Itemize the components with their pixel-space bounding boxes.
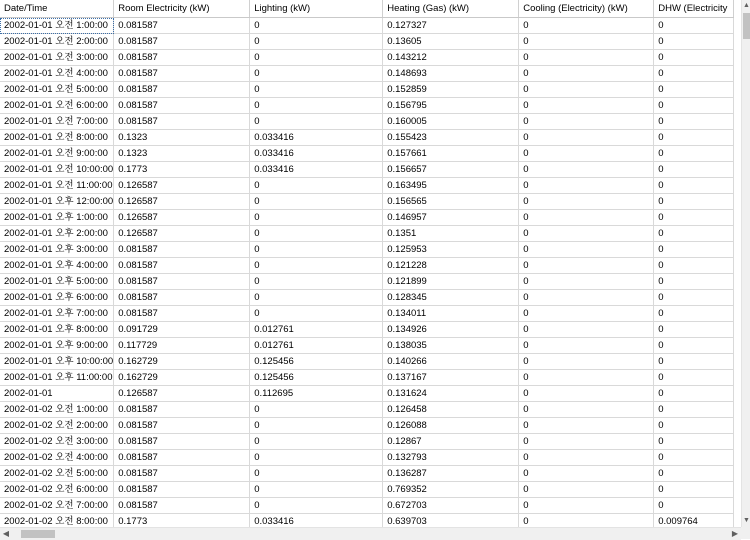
scrollbar-corner: [741, 527, 750, 539]
dhw-electricity-cell[interactable]: 0: [654, 18, 734, 34]
column-header-cooling-electricity[interactable]: Cooling (Electricity) (kW): [519, 0, 654, 18]
lighting-cell[interactable]: 0: [250, 242, 383, 258]
cooling-electricity-cell[interactable]: 0: [519, 434, 654, 450]
cooling-electricity-cell[interactable]: 0: [519, 66, 654, 82]
table-row[interactable]: [0, 178, 734, 194]
room-electricity-cell[interactable]: 0.081587: [114, 306, 250, 322]
scroll-right-arrow-icon[interactable]: ▶: [731, 529, 739, 538]
dhw-electricity-cell[interactable]: 0: [654, 498, 734, 514]
lighting-cell[interactable]: 0.012761: [250, 322, 383, 338]
room-electricity-cell[interactable]: 0.081587: [114, 82, 250, 98]
cooling-electricity-cell[interactable]: 0: [519, 338, 654, 354]
cooling-electricity-cell[interactable]: 0: [519, 242, 654, 258]
table-row[interactable]: [0, 18, 734, 34]
table-row[interactable]: [0, 242, 734, 258]
room-electricity-cell[interactable]: 0.081587: [114, 466, 250, 482]
table-row[interactable]: [0, 466, 734, 482]
column-header-lighting[interactable]: Lighting (kW): [250, 0, 383, 18]
cooling-electricity-cell[interactable]: 0: [519, 466, 654, 482]
cooling-electricity-cell[interactable]: 0: [519, 130, 654, 146]
datetime-cell[interactable]: 2002-01-01 오후 11:00:00: [0, 370, 114, 386]
dhw-electricity-cell[interactable]: 0: [654, 354, 734, 370]
cooling-electricity-cell[interactable]: 0: [519, 402, 654, 418]
room-electricity-cell[interactable]: 0.081587: [114, 66, 250, 82]
table-row[interactable]: [0, 370, 734, 386]
cooling-electricity-cell[interactable]: 0: [519, 482, 654, 498]
header-row: [0, 0, 734, 18]
lighting-cell[interactable]: 0: [250, 34, 383, 50]
dhw-electricity-cell[interactable]: 0: [654, 146, 734, 162]
lighting-cell[interactable]: 0: [250, 434, 383, 450]
column-header-room-electricity[interactable]: Room Electricity (kW): [114, 0, 250, 18]
dhw-electricity-cell[interactable]: 0: [654, 242, 734, 258]
dhw-electricity-cell[interactable]: 0: [654, 418, 734, 434]
heating-gas-cell[interactable]: 0.672703: [383, 498, 519, 514]
dhw-electricity-cell[interactable]: 0: [654, 402, 734, 418]
datetime-cell[interactable]: 2002-01-02 오전 7:00:00: [0, 498, 114, 514]
room-electricity-cell[interactable]: 0.081587: [114, 18, 250, 34]
cooling-electricity-cell[interactable]: 0: [519, 370, 654, 386]
datetime-cell[interactable]: 2002-01-01: [0, 386, 114, 402]
table-row[interactable]: [0, 66, 734, 82]
table-row[interactable]: [0, 450, 734, 466]
cooling-electricity-cell[interactable]: 0: [519, 146, 654, 162]
datetime-cell[interactable]: 2002-01-01 오전 3:00:00: [0, 50, 114, 66]
datetime-cell[interactable]: 2002-01-02 오전 2:00:00: [0, 418, 114, 434]
table-row[interactable]: [0, 498, 734, 514]
datetime-cell[interactable]: 2002-01-01 오전 1:00:00: [0, 18, 114, 34]
heating-gas-cell[interactable]: 0.157661: [383, 146, 519, 162]
room-electricity-cell[interactable]: 0.091729: [114, 322, 250, 338]
scroll-left-arrow-icon[interactable]: ◀: [2, 529, 10, 538]
heating-gas-cell[interactable]: 0.146957: [383, 210, 519, 226]
lighting-cell[interactable]: 0: [250, 226, 383, 242]
dhw-electricity-cell[interactable]: 0: [654, 258, 734, 274]
heating-gas-cell[interactable]: 0.132793: [383, 450, 519, 466]
table-row[interactable]: [0, 434, 734, 450]
datetime-cell[interactable]: 2002-01-01 오후 3:00:00: [0, 242, 114, 258]
horizontal-scrollbar[interactable]: [0, 527, 741, 540]
table-row[interactable]: [0, 386, 734, 402]
cooling-electricity-cell[interactable]: 0: [519, 274, 654, 290]
lighting-cell[interactable]: 0: [250, 210, 383, 226]
heating-gas-cell[interactable]: 0.143212: [383, 50, 519, 66]
room-electricity-cell[interactable]: 0.1773: [114, 514, 250, 528]
cooling-electricity-cell[interactable]: 0: [519, 386, 654, 402]
table-row[interactable]: [0, 482, 734, 498]
table-row[interactable]: [0, 34, 734, 50]
dhw-electricity-cell[interactable]: 0: [654, 290, 734, 306]
cooling-electricity-cell[interactable]: 0: [519, 226, 654, 242]
room-electricity-cell[interactable]: 0.126587: [114, 178, 250, 194]
heating-gas-cell[interactable]: 0.1351: [383, 226, 519, 242]
dhw-electricity-cell[interactable]: 0: [654, 162, 734, 178]
dhw-electricity-cell[interactable]: 0.009764: [654, 514, 734, 528]
dhw-electricity-cell[interactable]: 0: [654, 194, 734, 210]
datetime-cell[interactable]: 2002-01-01 오전 11:00:00: [0, 178, 114, 194]
lighting-cell[interactable]: 0: [250, 114, 383, 130]
vertical-scroll-thumb[interactable]: [743, 13, 750, 39]
datetime-cell[interactable]: 2002-01-01 오전 9:00:00: [0, 146, 114, 162]
table-row[interactable]: [0, 258, 734, 274]
datetime-cell[interactable]: 2002-01-02 오전 5:00:00: [0, 466, 114, 482]
heating-gas-cell[interactable]: 0.160005: [383, 114, 519, 130]
table-row[interactable]: [0, 354, 734, 370]
datetime-cell[interactable]: 2002-01-02 오전 3:00:00: [0, 434, 114, 450]
cooling-electricity-cell[interactable]: 0: [519, 50, 654, 66]
lighting-cell[interactable]: 0: [250, 18, 383, 34]
table-row[interactable]: [0, 322, 734, 338]
cooling-electricity-cell[interactable]: 0: [519, 114, 654, 130]
table-row[interactable]: [0, 306, 734, 322]
column-header-datetime[interactable]: Date/Time: [0, 0, 114, 18]
horizontal-scroll-thumb[interactable]: [21, 530, 55, 538]
cooling-electricity-cell[interactable]: 0: [519, 82, 654, 98]
heating-gas-cell[interactable]: 0.156657: [383, 162, 519, 178]
heating-gas-cell[interactable]: 0.148693: [383, 66, 519, 82]
lighting-cell[interactable]: 0: [250, 50, 383, 66]
lighting-cell[interactable]: 0: [250, 98, 383, 114]
cooling-electricity-cell[interactable]: 0: [519, 450, 654, 466]
lighting-cell[interactable]: 0: [250, 290, 383, 306]
dhw-electricity-cell[interactable]: 0: [654, 50, 734, 66]
heating-gas-cell[interactable]: 0.163495: [383, 178, 519, 194]
datetime-cell[interactable]: 2002-01-01 오후 1:00:00: [0, 210, 114, 226]
heating-gas-cell[interactable]: 0.769352: [383, 482, 519, 498]
table-row[interactable]: [0, 290, 734, 306]
cooling-electricity-cell[interactable]: 0: [519, 418, 654, 434]
room-electricity-cell[interactable]: 0.162729: [114, 370, 250, 386]
room-electricity-cell[interactable]: 0.1773: [114, 162, 250, 178]
heating-gas-cell[interactable]: 0.128345: [383, 290, 519, 306]
table-row[interactable]: [0, 274, 734, 290]
room-electricity-cell[interactable]: 0.126587: [114, 210, 250, 226]
cooling-electricity-cell[interactable]: 0: [519, 194, 654, 210]
table-row[interactable]: [0, 50, 734, 66]
lighting-cell[interactable]: 0.033416: [250, 514, 383, 528]
lighting-cell[interactable]: 0: [250, 482, 383, 498]
table-row[interactable]: [0, 338, 734, 354]
heating-gas-cell[interactable]: 0.126088: [383, 418, 519, 434]
dhw-electricity-cell[interactable]: 0: [654, 450, 734, 466]
heating-gas-cell[interactable]: 0.152859: [383, 82, 519, 98]
cooling-electricity-cell[interactable]: 0: [519, 306, 654, 322]
heating-gas-cell[interactable]: 0.125953: [383, 242, 519, 258]
heating-gas-cell[interactable]: 0.134011: [383, 306, 519, 322]
datetime-cell[interactable]: 2002-01-02 오전 1:00:00: [0, 402, 114, 418]
datetime-cell[interactable]: 2002-01-02 오전 6:00:00: [0, 482, 114, 498]
room-electricity-cell[interactable]: 0.081587: [114, 34, 250, 50]
room-electricity-cell[interactable]: 0.1323: [114, 146, 250, 162]
dhw-electricity-cell[interactable]: 0: [654, 130, 734, 146]
heating-gas-cell[interactable]: 0.155423: [383, 130, 519, 146]
dhw-electricity-cell[interactable]: 0: [654, 338, 734, 354]
datetime-cell[interactable]: 2002-01-01 오후 2:00:00: [0, 226, 114, 242]
room-electricity-cell[interactable]: 0.081587: [114, 274, 250, 290]
lighting-cell[interactable]: 0: [250, 66, 383, 82]
room-electricity-cell[interactable]: 0.081587: [114, 434, 250, 450]
room-electricity-cell[interactable]: 0.081587: [114, 98, 250, 114]
lighting-cell[interactable]: 0.012761: [250, 338, 383, 354]
datetime-cell[interactable]: 2002-01-01 오전 5:00:00: [0, 82, 114, 98]
lighting-cell[interactable]: 0.033416: [250, 162, 383, 178]
heating-gas-cell[interactable]: 0.131624: [383, 386, 519, 402]
room-electricity-cell[interactable]: 0.081587: [114, 402, 250, 418]
dhw-electricity-cell[interactable]: 0: [654, 114, 734, 130]
room-electricity-cell[interactable]: 0.126587: [114, 194, 250, 210]
datetime-cell[interactable]: 2002-01-01 오전 6:00:00: [0, 98, 114, 114]
lighting-cell[interactable]: 0: [250, 274, 383, 290]
cooling-electricity-cell[interactable]: 0: [519, 514, 654, 528]
room-electricity-cell[interactable]: 0.081587: [114, 114, 250, 130]
datetime-cell[interactable]: 2002-01-01 오후 10:00:00: [0, 354, 114, 370]
lighting-cell[interactable]: 0.125456: [250, 370, 383, 386]
table-row[interactable]: [0, 146, 734, 162]
dhw-electricity-cell[interactable]: 0: [654, 178, 734, 194]
datetime-cell[interactable]: 2002-01-01 오후 4:00:00: [0, 258, 114, 274]
dhw-electricity-cell[interactable]: 0: [654, 482, 734, 498]
datetime-cell[interactable]: 2002-01-02 오전 8:00:00: [0, 514, 114, 528]
heating-gas-cell[interactable]: 0.127327: [383, 18, 519, 34]
datetime-cell[interactable]: 2002-01-01 오후 7:00:00: [0, 306, 114, 322]
lighting-cell[interactable]: 0: [250, 498, 383, 514]
cooling-electricity-cell[interactable]: 0: [519, 290, 654, 306]
lighting-cell[interactable]: 0: [250, 194, 383, 210]
dhw-electricity-cell[interactable]: 0: [654, 210, 734, 226]
datetime-cell[interactable]: 2002-01-01 오전 8:00:00: [0, 130, 114, 146]
dhw-electricity-cell[interactable]: 0: [654, 370, 734, 386]
heating-gas-cell[interactable]: 0.639703: [383, 514, 519, 528]
cooling-electricity-cell[interactable]: 0: [519, 354, 654, 370]
cooling-electricity-cell[interactable]: 0: [519, 498, 654, 514]
lighting-cell[interactable]: 0.033416: [250, 146, 383, 162]
table-row[interactable]: [0, 114, 734, 130]
dhw-electricity-cell[interactable]: 0: [654, 306, 734, 322]
lighting-cell[interactable]: 0: [250, 418, 383, 434]
lighting-cell[interactable]: 0: [250, 178, 383, 194]
table-row[interactable]: [0, 82, 734, 98]
cooling-electricity-cell[interactable]: 0: [519, 18, 654, 34]
table-row[interactable]: [0, 194, 734, 210]
vertical-scrollbar[interactable]: [741, 0, 750, 527]
lighting-cell[interactable]: 0.125456: [250, 354, 383, 370]
dhw-electricity-cell[interactable]: 0: [654, 466, 734, 482]
table-row[interactable]: [0, 98, 734, 114]
column-header-dhw-electricity[interactable]: DHW (Electricity: [654, 0, 734, 18]
heating-gas-cell[interactable]: 0.140266: [383, 354, 519, 370]
heating-gas-cell[interactable]: 0.121899: [383, 274, 519, 290]
room-electricity-cell[interactable]: 0.081587: [114, 290, 250, 306]
lighting-cell[interactable]: 0: [250, 82, 383, 98]
column-header-heating-gas[interactable]: Heating (Gas) (kW): [383, 0, 519, 18]
lighting-cell[interactable]: 0.033416: [250, 130, 383, 146]
datetime-cell[interactable]: 2002-01-01 오후 6:00:00: [0, 290, 114, 306]
dhw-electricity-cell[interactable]: 0: [654, 82, 734, 98]
heating-gas-cell[interactable]: 0.138035: [383, 338, 519, 354]
heating-gas-cell[interactable]: 0.13605: [383, 34, 519, 50]
cooling-electricity-cell[interactable]: 0: [519, 34, 654, 50]
room-electricity-cell[interactable]: 0.117729: [114, 338, 250, 354]
heating-gas-cell[interactable]: 0.126458: [383, 402, 519, 418]
dhw-electricity-cell[interactable]: 0: [654, 98, 734, 114]
heating-gas-cell[interactable]: 0.156565: [383, 194, 519, 210]
dhw-electricity-cell[interactable]: 0: [654, 66, 734, 82]
lighting-cell[interactable]: 0: [250, 450, 383, 466]
cooling-electricity-cell[interactable]: 0: [519, 258, 654, 274]
scroll-up-arrow-icon[interactable]: ▲: [743, 2, 750, 9]
room-electricity-cell[interactable]: 0.081587: [114, 482, 250, 498]
room-electricity-cell[interactable]: 0.126587: [114, 386, 250, 402]
dhw-electricity-cell[interactable]: 0: [654, 434, 734, 450]
room-electricity-cell[interactable]: 0.081587: [114, 450, 250, 466]
datetime-cell[interactable]: 2002-01-01 오후 9:00:00: [0, 338, 114, 354]
cooling-electricity-cell[interactable]: 0: [519, 162, 654, 178]
lighting-cell[interactable]: 0: [250, 306, 383, 322]
table-row[interactable]: [0, 514, 734, 528]
datetime-cell[interactable]: 2002-01-01 오후 12:00:00: [0, 194, 114, 210]
heating-gas-cell[interactable]: 0.134926: [383, 322, 519, 338]
scroll-down-arrow-icon[interactable]: ▼: [743, 517, 750, 524]
room-electricity-cell[interactable]: 0.1323: [114, 130, 250, 146]
datetime-cell[interactable]: 2002-01-01 오후 5:00:00: [0, 274, 114, 290]
lighting-cell[interactable]: 0.112695: [250, 386, 383, 402]
room-electricity-cell[interactable]: 0.081587: [114, 50, 250, 66]
dhw-electricity-cell[interactable]: 0: [654, 322, 734, 338]
dhw-electricity-cell[interactable]: 0: [654, 226, 734, 242]
table-row[interactable]: [0, 210, 734, 226]
dhw-electricity-cell[interactable]: 0: [654, 34, 734, 50]
table-row[interactable]: [0, 226, 734, 242]
room-electricity-cell[interactable]: 0.081587: [114, 242, 250, 258]
datetime-cell[interactable]: 2002-01-01 오전 4:00:00: [0, 66, 114, 82]
dhw-electricity-cell[interactable]: 0: [654, 386, 734, 402]
heating-gas-cell[interactable]: 0.136287: [383, 466, 519, 482]
datetime-cell[interactable]: 2002-01-01 오전 10:00:00: [0, 162, 114, 178]
datetime-cell[interactable]: 2002-01-01 오후 8:00:00: [0, 322, 114, 338]
room-electricity-cell[interactable]: 0.162729: [114, 354, 250, 370]
cooling-electricity-cell[interactable]: 0: [519, 322, 654, 338]
heating-gas-cell[interactable]: 0.156795: [383, 98, 519, 114]
cooling-electricity-cell[interactable]: 0: [519, 98, 654, 114]
dhw-electricity-cell[interactable]: 0: [654, 274, 734, 290]
datetime-cell[interactable]: 2002-01-01 오전 7:00:00: [0, 114, 114, 130]
room-electricity-cell[interactable]: 0.081587: [114, 498, 250, 514]
table-row[interactable]: [0, 402, 734, 418]
lighting-cell[interactable]: 0: [250, 258, 383, 274]
cooling-electricity-cell[interactable]: 0: [519, 178, 654, 194]
heating-gas-cell[interactable]: 0.121228: [383, 258, 519, 274]
table-row[interactable]: [0, 130, 734, 146]
heating-gas-cell[interactable]: 0.12867: [383, 434, 519, 450]
table-row[interactable]: [0, 418, 734, 434]
datetime-cell[interactable]: 2002-01-02 오전 4:00:00: [0, 450, 114, 466]
cooling-electricity-cell[interactable]: 0: [519, 210, 654, 226]
heating-gas-cell[interactable]: 0.137167: [383, 370, 519, 386]
lighting-cell[interactable]: 0: [250, 402, 383, 418]
room-electricity-cell[interactable]: 0.081587: [114, 258, 250, 274]
lighting-cell[interactable]: 0: [250, 466, 383, 482]
table-row[interactable]: [0, 162, 734, 178]
datetime-cell[interactable]: 2002-01-01 오전 2:00:00: [0, 34, 114, 50]
room-electricity-cell[interactable]: 0.126587: [114, 226, 250, 242]
room-electricity-cell[interactable]: 0.081587: [114, 418, 250, 434]
